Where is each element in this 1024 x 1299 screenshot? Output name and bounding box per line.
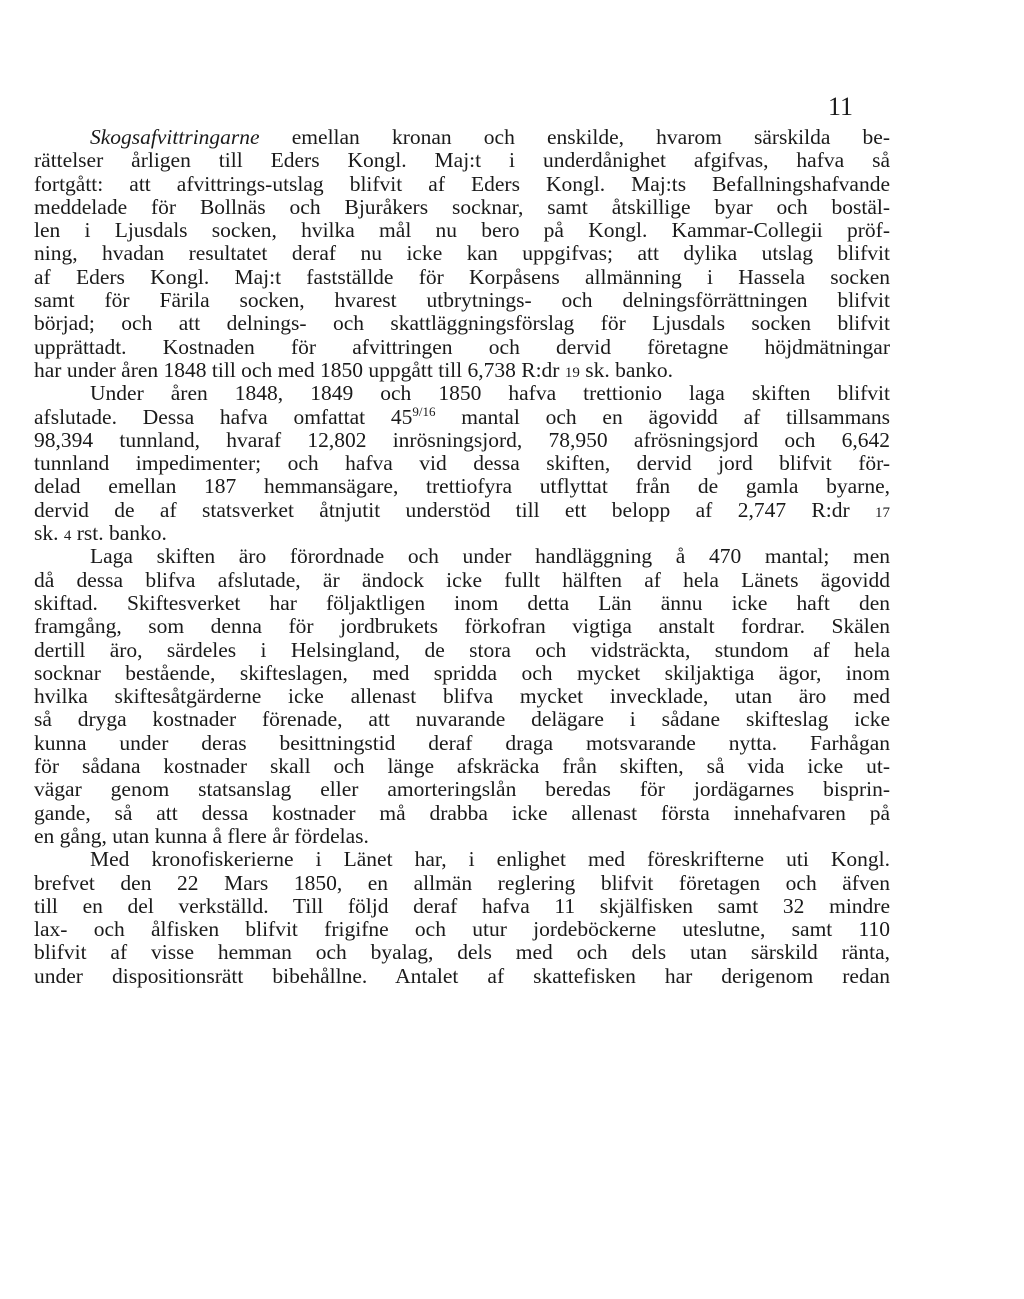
text-line (34, 592, 890, 615)
text-line (34, 429, 890, 452)
small-number: 17 (875, 504, 890, 521)
text-line (34, 545, 890, 568)
page-number: 11 (828, 92, 854, 121)
text-line (34, 149, 890, 172)
text-line (34, 289, 890, 312)
line-text: 98,394 tunnland, hvaraf 12,802 inrösningsjord, 78,950 afrösningsjord och 6,642 (34, 427, 890, 452)
line-text: dervid de af statsverket åtnjutit understöd till ett belopp af 2,747 R:dr (34, 497, 875, 522)
text-line (34, 848, 890, 871)
section-lead-word: Skogsafvittringarne (90, 125, 260, 149)
line-text: tunnland impedimenter; och hafva vid dessa skiften, dervid jord blifvit för- (34, 451, 890, 476)
line-text: delad emellan 187 hemmansägare, trettiofyra utflyttat från de gamla byarne, (34, 474, 890, 499)
line-text: upprättadt. Kostnaden för afvittringen och dervid företagne höjdmätningar (34, 334, 890, 359)
line-text-continued: rst. banko. (71, 521, 167, 546)
line-text: så dryga kostnader förenade, att nuvarande delägare i sådane skifteslag icke (34, 707, 890, 732)
small-number: 19 (564, 364, 580, 381)
line-text: dertill äro, särdeles i Helsingland, de stora och vidsträckta, stundom af hela (34, 637, 890, 662)
line-text: fortgått: att afvittrings-utslag blifvit af Eders Kongl. Maj:ts Befallningshafvande (34, 171, 890, 196)
text-line (34, 778, 890, 801)
fraction: 9/16 (412, 403, 436, 419)
text-line (34, 359, 890, 382)
line-text: Laga skiften äro förordnade och under handläggning å 470 mantal; men (90, 544, 890, 569)
line-text: framgång, som denna för jordbrukets förkofran vigtiga anstalt fordrar. Skälen (34, 614, 890, 639)
text-line (34, 685, 890, 708)
text-line (34, 569, 890, 592)
text-line (34, 499, 890, 522)
line-text: emellan kronan och enskilde, hvarom särskilda be- (259, 125, 890, 149)
text-line (34, 403, 890, 429)
body-text (34, 126, 890, 988)
text-line (34, 242, 890, 265)
text-line (34, 312, 890, 335)
text-line (34, 522, 890, 545)
line-text: ning, hvadan resultatet deraf nu icke kan uppgifvas; att dylika utslag blifvit (34, 241, 890, 266)
text-line (34, 755, 890, 778)
small-number: 4 (63, 528, 72, 545)
line-text: len i Ljusdals socken, hvilka mål nu bero på Kongl. Kammar-Collegii pröf- (34, 218, 890, 243)
line-text: gande, så att dessa kostnader må drabba icke allenast första innehafvaren på (34, 800, 890, 825)
line-text: under dispositionsrätt bibehållne. Antalet af skattefisken har derigenom redan (34, 963, 890, 988)
line-text: Med kronofiskerierne i Länet har, i enlighet med föreskrifterne uti Kongl. (90, 847, 890, 872)
text-line (34, 732, 890, 755)
text-line (34, 452, 890, 475)
line-text: för sådana kostnader skall och länge afskräcka från skiften, så vida icke ut- (34, 754, 890, 779)
line-text: rättelser årligen till Eders Kongl. Maj:t i underdånighet afgifvas, hafva så (34, 148, 890, 173)
text-line (34, 639, 890, 662)
text-line (34, 173, 890, 196)
line-text: samt för Färila socken, hvarest utbrytnings- och delningsförrättningen blifvit (34, 288, 890, 313)
text-line (34, 266, 890, 289)
line-text: Under åren 1848, 1849 och 1850 hafva trettionio laga skiften blifvit (90, 381, 890, 406)
text-line (34, 802, 890, 825)
line-text-continued: mantal och en ägovidd af tillsammans (435, 404, 890, 429)
line-text: blifvit af visse hemman och byalag, dels med och dels utan särskild ränta, (34, 940, 890, 965)
text-line (34, 895, 890, 918)
text-line (34, 475, 890, 498)
text-line (34, 382, 890, 405)
line-text: brefvet den 22 Mars 1850, en allmän reglering blifvit företagen och äfven (34, 870, 890, 895)
text-line (34, 219, 890, 242)
line-text: hvilka skiftesåtgärderne icke allenast blifva mycket invecklade, utan äro med (34, 684, 890, 709)
text-line (34, 126, 890, 149)
line-text: lax- och ålfisken blifvit frigifne och utur jordeböckerne uteslutne, samt 110 (34, 917, 890, 942)
text-line (34, 872, 890, 895)
line-text: afslutade. Dessa hafva omfattat 45 (34, 404, 413, 429)
line-text: meddelade för Bollnäs och Bjuråkers socknar, samt åtskillige byar och bostäl- (34, 194, 890, 219)
line-text-continued: sk. banko. (579, 357, 674, 382)
text-line (34, 662, 890, 685)
line-text: har under åren 1848 till och med 1850 uppgått till 6,738 R:dr (34, 357, 565, 382)
line-text: vägar genom statsanslag eller amorteringslån beredas för jordägarnes bisprin- (34, 777, 890, 802)
text-line (34, 825, 890, 848)
text-line (34, 965, 890, 988)
line-text: börjad; och att delnings- och skattläggningsförslag för Ljusdals socken blifvit (34, 311, 890, 336)
text-line (34, 708, 890, 731)
text-line (34, 918, 890, 941)
line-text: kunna under deras besittningstid deraf draga motsvarande nytta. Farhågan (34, 730, 890, 755)
line-text: af Eders Kongl. Maj:t fastställde för Korpåsens allmänning i Hassela socken (34, 264, 890, 289)
line-text: sk. (34, 521, 64, 546)
line-text: till en del verkställd. Till följd deraf hafva 11 skjälfisken samt 32 mindre (34, 893, 890, 918)
text-line (34, 615, 890, 638)
line-text: skiftad. Skiftesverket har följaktligen inom detta Län ännu icke haft den (34, 590, 890, 615)
line-text: en gång, utan kunna å flere år fördelas. (34, 823, 369, 848)
line-text: socknar bestående, skifteslagen, med spridda och mycket skiljaktiga ägor, inom (34, 660, 890, 685)
text-line (34, 336, 890, 359)
text-line (34, 941, 890, 964)
text-line (34, 196, 890, 219)
line-text: då dessa blifva afslutade, är ändock icke fullt hälften af hela Länets ägovidd (34, 567, 890, 592)
